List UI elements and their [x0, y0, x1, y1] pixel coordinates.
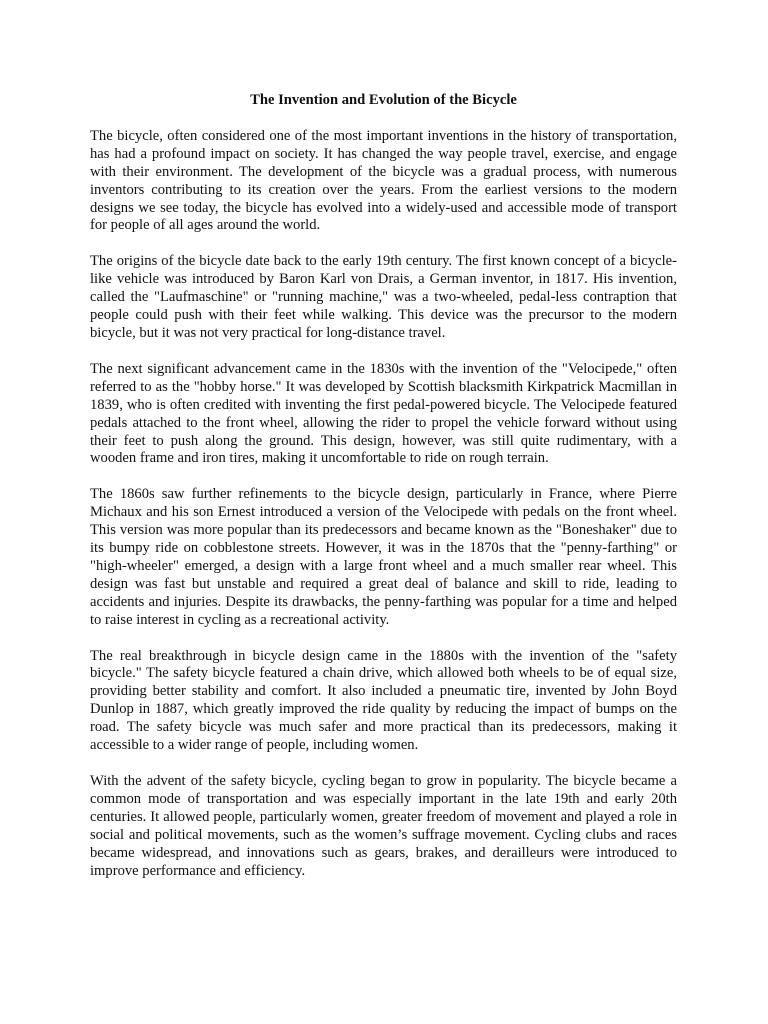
- paragraph-popularity: With the advent of the safety bicycle, cycling began to grow in popularity. The bicycle became a common mode of transportation and was especially important in the late 19th and early 20th centuries. It allowed people, particularly women, greater freedom of movement and played a role in social and political movements, such as the women’s suffrage movement. Cycling clubs and races became widespread, and innovations such as gears, brakes, and derailleurs were introduced to improve performance and efficiency.: [90, 773, 677, 879]
- document-body: [90, 92, 677, 898]
- paragraph-origins: The origins of the bicycle date back to the early 19th century. The first known concept of a bicycle-like vehicle was introduced by Baron Karl von Drais, a German inventor, in 1817. His invention, called the "Laufmaschine" or "running machine," was a two-wheeled, pedal-less contraption that people could push with their feet while walking. This device was the precursor to the modern bicycle, but it was not very practical for long-distance travel.: [90, 253, 677, 341]
- paragraph-velocipede: The next significant advancement came in the 1830s with the invention of the "Velocipede," often referred to as the "hobby horse." It was developed by Scottish blacksmith Kirkpatrick Macmillan in 1839, who is often credited with inventing the first pedal-powered bicycle. The Velocipede featured pedals attached to the front wheel, allowing the rider to propel the vehicle forward without using their feet to push along the ground. This design, however, was still quite rudimentary, with a wooden frame and iron tires, making it uncomfortable to ride on rough terrain.: [90, 360, 677, 467]
- paragraph-introduction: The bicycle, often considered one of the most important inventions in the history of transportation, has had a profound impact on society. It has changed the way people travel, exercise, and engage with their environment. The development of the bicycle was a gradual process, with numerous inventors contributing to its creation over the years. From the earliest versions to the modern designs we see today, the bicycle has evolved into a widely-used and accessible mode of transport for people of all ages around the world.: [90, 127, 677, 234]
- paragraph-1860s-refinements: The 1860s saw further refinements to the bicycle design, particularly in France, where Pierre Michaux and his son Ernest introduced a version of the Velocipede with pedals on the front wheel. This version was more popular than its predecessors and became known as the "Boneshaker" due to its bumpy ride on cobblestone streets. However, it was in the 1870s that the "penny-farthing" or "high-wheeler" emerged, a design with a large front wheel and a much smaller rear wheel. This design was fast but unstable and required a great deal of balance and skill to ride, leading to accidents and injuries. Despite its drawbacks, the penny-farthing was popular for a time and helped to raise interest in cycling as a recreational activity.: [90, 486, 677, 628]
- document-title: The Invention and Evolution of the Bicycle: [250, 92, 517, 108]
- paragraph-safety-bicycle: The real breakthrough in bicycle design came in the 1880s with the invention of the "safety bicycle." The safety bicycle featured a chain drive, which allowed both wheels to be of equal size, providing better stability and comfort. It also included a pneumatic tire, invented by John Boyd Dunlop in 1887, which greatly improved the ride quality by reducing the impact of bumps on the road. The safety bicycle was much safer and more practical than its predecessors, making it accessible to a wider range of people, including women.: [90, 647, 677, 754]
